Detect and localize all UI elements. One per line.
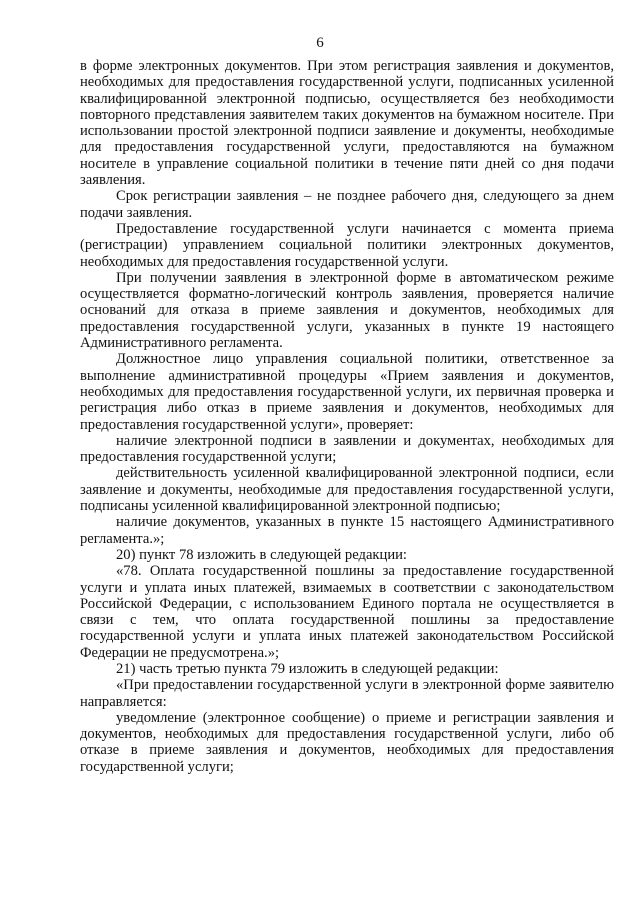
document-body	[80, 58, 614, 775]
paragraph: «При предоставлении государственной услуги в электронной форме заявителю направляется:	[80, 677, 614, 710]
paragraph: Предоставление государственной услуги начинается с момента приема (регистрации) управлением социальной политики электронных документов, необходимых для предоставления государственной услуги.	[80, 220, 614, 270]
paragraph: уведомление (электронное сообщение) о приеме и регистрации заявления и документов, необходимых для предоставления государственной услуги, либо об отказе в приеме заявления и документов, необходимых для предоставления государственной услуги;	[80, 709, 614, 775]
paragraph: Должностное лицо управления социальной политики, ответственное за выполнение административной процедуры «Прием заявления и документов, необходимых для предоставления государственной услуги, их первичная проверка и регистрация либо отказ в приеме заявления и документов, необходимых для предоставления государственной услуги», проверяет:	[80, 351, 614, 433]
paragraph: 20) пункт 78 изложить в следующей редакции:	[116, 546, 407, 563]
paragraph: наличие документов, указанных в пункте 15 настоящего Административного регламента.»;	[80, 514, 614, 547]
page-number: 6	[316, 35, 324, 51]
paragraph: 21) часть третью пункта 79 изложить в следующей редакции:	[116, 660, 499, 677]
paragraph: в форме электронных документов. При этом регистрация заявления и документов, необходимых для предоставления государственной услуги, подписанных усиленной квалифицированной электронной подписью, осуществляется без необходимости повторного представления заявителем таких документов на бумажном носителе. При использовании простой электронной подписи заявление и документы, необходимые для предоставления государственной услуги, предоставляются на бумажном носителе в управление социальной политики в течение пяти дней со дня подачи заявления.	[80, 58, 614, 189]
paragraph: При получении заявления в электронной форме в автоматическом режиме осуществляется форматно-логический контроль заявления, проверяется наличие оснований для отказа в приеме заявления и документов, необходимых для предоставления государственной услуги, указанных в пункте 19 настоящего Административного регламента.	[80, 269, 614, 352]
paragraph: Срок регистрации заявления – не позднее рабочего дня, следующего за днем подачи заявления.	[80, 188, 614, 221]
paragraph: наличие электронной подписи в заявлении и документах, необходимых для предоставления государственной услуги;	[80, 432, 614, 466]
paragraph: «78. Оплата государственной пошлины за предоставление государственной услуги и уплата иных платежей, взимаемых в соответствии с законодательством Российской Федерации, с использованием Единого портала не осуществляется в связи с тем, что оплата государственной пошлины за предоставление государственной услуги и уплата иных платежей законодательством Российской Федерации не предусмотрена.»;	[80, 563, 614, 661]
paragraph: действительность усиленной квалифицированной электронной подписи, если заявление и документы, необходимые для предоставления государственной услуги, подписаны усиленной квалифицированной электронной подписью;	[80, 465, 614, 515]
